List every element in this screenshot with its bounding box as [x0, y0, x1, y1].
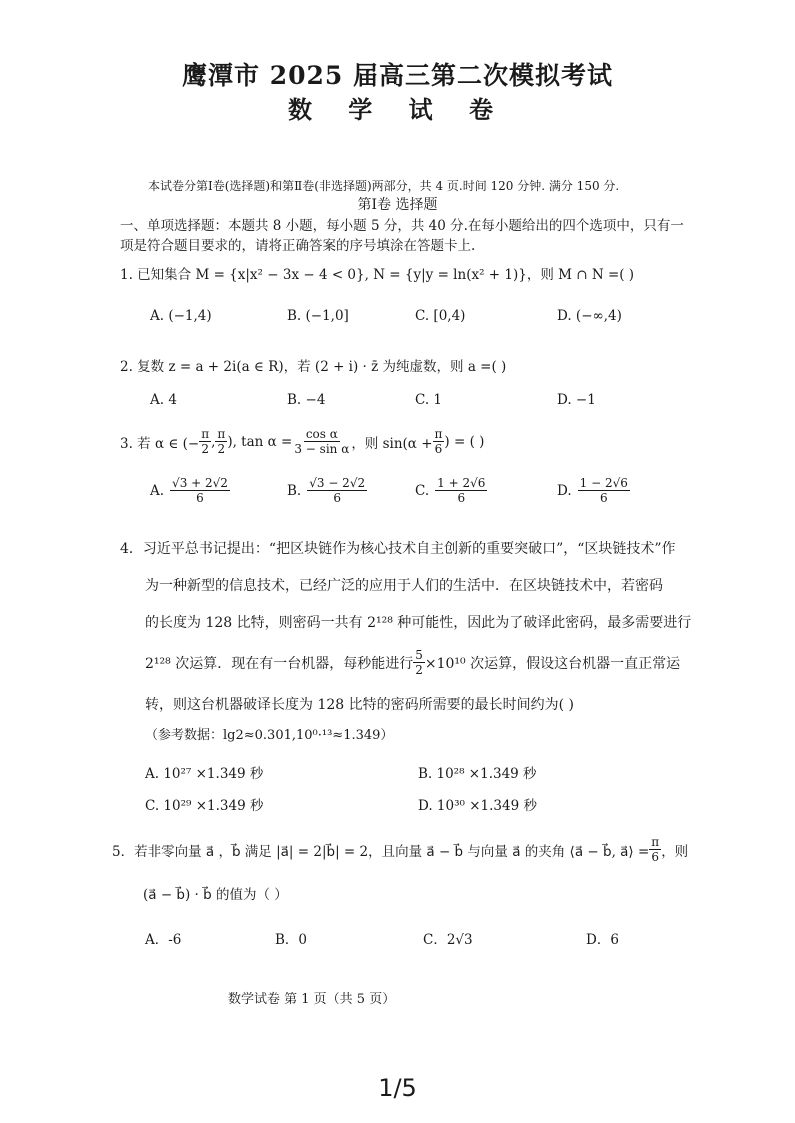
q3-stem-mid2: ), tan α =: [227, 433, 293, 450]
frac-den: 6: [599, 491, 608, 505]
frac-num: √3 − 2√2: [309, 476, 366, 490]
page-footer: 数学试卷 第 1 页（共 5 页）: [228, 992, 396, 1007]
option-label: A.: [150, 482, 165, 499]
question-4-reference-data: （参考数据：lg2≈0.301,10⁰·¹³≈1.349）: [145, 728, 394, 743]
option-label: C.: [415, 482, 430, 499]
exam-title: 鹰潭市 2025 届高三第二次模拟考试: [182, 61, 613, 90]
question-5-option-b: B．0: [275, 932, 308, 948]
exam-subtitle: 数 学 试 卷: [287, 95, 508, 124]
q4-line4-post: ×10¹⁰ 次运算，假设这台机器一直正常运: [424, 655, 681, 672]
q3-stem-pre: 3. 若 α ∈ (−: [120, 435, 200, 452]
option-fraction: [578, 476, 630, 505]
q3-frac-den: 6: [434, 442, 443, 456]
frac-num: √3 + 2√2: [172, 476, 228, 490]
q5-line1-pre: 5．若非零向量 a⃗ ，b⃗ 满足 |a⃗| = 2|b⃗| = 2，且向量 a⃗ − b⃗ 与向量 a⃗ 的夹角 ⟨a⃗ − b⃗, a⃗⟩ =: [112, 843, 650, 860]
q3-fraction-tan: [292, 427, 351, 456]
question-1-option-c: C. [0,4): [415, 308, 466, 324]
question-4-option-b: B. 10²⁸ ×1.349 秒: [418, 766, 537, 782]
q3-frac-num: π: [217, 427, 226, 441]
question-5-option-c: C．2√3: [423, 932, 473, 948]
q3-frac-den: 2: [201, 442, 209, 456]
q5-fraction-pi-over-6: [649, 835, 661, 864]
q3-stem-mid1: ,: [211, 433, 216, 450]
question-4-line-2: 为一种新型的信息技术，已经广泛的应用于人们的生活中．在区块链技术中，若密码: [145, 578, 663, 594]
question-2-option-d: D. −1: [557, 392, 596, 408]
q5-line1-post: ，则: [661, 843, 689, 860]
question-5-option-d: D．6: [586, 932, 619, 948]
question-2-option-c: C. 1: [415, 392, 443, 408]
frac-den: 6: [651, 850, 660, 864]
q3-fraction-pi-over-2: [215, 427, 227, 456]
frac-num: 5: [415, 648, 423, 662]
option-label: D.: [557, 482, 572, 499]
frac-num: 1 − 2√6: [579, 476, 628, 490]
q3-frac-num: cos α: [305, 427, 338, 441]
q4-fraction-5-over-2: [413, 648, 425, 677]
part-title: 第Ⅰ卷 选择题: [357, 197, 438, 213]
question-1-option-b: B. (−1,0]: [287, 308, 349, 324]
section-instructions: 一、单项选择题：本题共 8 小题，每小题 5 分，共 40 分.在每小题给出的四个选项中，只有一项是符合题目要求的，请将正确答案的序号填涂在答题卡上.: [120, 218, 684, 254]
q4-line4-pre: 2¹²⁸ 次运算．现在有一台机器，每秒能进行: [145, 655, 414, 672]
question-4-option-c: C. 10²⁹ ×1.349 秒: [145, 798, 264, 814]
question-4-line-3: 的长度为 128 比特，则密码一共有 2¹²⁸ 种可能性，因此为了破译此密码，最多需要进行: [145, 615, 692, 631]
question-3-option-c: [415, 476, 487, 505]
question-3-stem: [120, 427, 484, 456]
question-4-option-d: D. 10³⁰ ×1.349 秒: [418, 798, 537, 814]
question-3-option-b: [287, 476, 367, 505]
question-1-stem: 1. 已知集合 M = {x|x² − 3x − 4 < 0}, N = {y|y = ln(x² + 1)}，则 M ∩ N =( ): [120, 267, 635, 283]
exam-intro: 本试卷分第Ⅰ卷(选择题)和第Ⅱ卷(非选择题)两部分，共 4 页.时间 120 分钟. 满分 150 分.: [148, 179, 620, 193]
frac-den: 6: [457, 491, 466, 505]
question-2-stem: 2. 复数 z = a + 2i(a ∈ R)，若 (2 + i) · z̄ 为纯虚数，则 a =( ): [120, 359, 507, 375]
question-1-option-d: D. (−∞,4): [557, 308, 622, 324]
frac-den: 2: [415, 663, 423, 677]
q3-frac-num: π: [434, 427, 443, 441]
frac-den: 6: [196, 491, 204, 505]
question-4-option-a: A. 10²⁷ ×1.349 秒: [145, 766, 264, 782]
q3-fraction-pi-over-6: [433, 427, 445, 456]
question-5-line-2: (a⃗ − b⃗) · b⃗ 的值为（ ）: [143, 887, 288, 903]
question-2-option-b: B. −4: [287, 392, 326, 408]
page-number: 1/5: [378, 1074, 417, 1102]
question-4-line-5: 转，则这台机器破译长度为 128 比特的密码所需要的最长时间约为( ): [145, 697, 574, 713]
q3-frac-den: 2: [217, 442, 226, 456]
option-fraction: [435, 476, 487, 505]
q3-stem-mid3: ，则 sin(α +: [351, 435, 433, 452]
question-3-option-d: [557, 476, 630, 505]
frac-num: 1 + 2√6: [437, 476, 486, 490]
option-label: B.: [287, 482, 302, 499]
question-3-option-a: [150, 476, 230, 505]
question-1-option-a: A. (−1,4): [150, 308, 212, 324]
question-4-line-4: [145, 648, 680, 677]
question-2-option-a: A. 4: [150, 392, 177, 408]
frac-num: π: [651, 835, 660, 849]
q3-frac-num: π: [201, 427, 210, 441]
q3-frac-den: 3 − sin α: [294, 442, 350, 456]
question-4-line-1: 4．习近平总书记提出：“把区块链作为核心技术自主创新的重要突破口”，“区块链技术”作: [120, 541, 676, 557]
question-5-option-a: A．-6: [145, 932, 182, 948]
option-fraction: [307, 476, 367, 505]
q3-stem-post: ) = ( ): [444, 433, 485, 450]
question-5-line-1: [112, 835, 688, 864]
option-fraction: [170, 476, 230, 505]
frac-den: 6: [333, 491, 341, 505]
q3-fraction-pi-over-2-neg: [199, 427, 211, 456]
